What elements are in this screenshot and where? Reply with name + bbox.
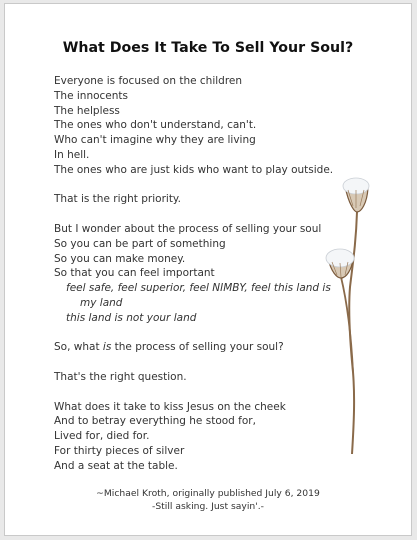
poem-line-italic: this land is not your land [66,311,197,324]
poem-line: So you can make money. [54,252,186,265]
attribution-byline: ~Michael Kroth, originally published July 6, 2019 [96,488,320,499]
poem-line: Everyone is focused on the children [54,75,243,87]
poem-line: But I wonder about the process of selling your soul [54,222,322,235]
seed-head-lower [326,249,354,278]
dried-plant-illustration [323,172,383,462]
attribution-tagline: -Still asking. Just sayin'.- [152,501,264,512]
poem-line: Lived for, died for. [54,430,150,443]
seed-head-upper [343,178,369,212]
poem-line: That's the right question. [54,370,187,383]
poem-line: What does it take to kiss Jesus on the cheek [54,400,286,413]
poem-line: For thirty pieces of silver [54,444,185,457]
poem-line: And a seat at the table. [54,459,178,472]
poem-body [54,74,354,474]
poem-line: The ones who are just kids who want to play outside. [54,163,334,176]
poem-line-part: the process of selling your soul? [111,341,284,354]
poem-line: That is the right priority. [54,193,181,206]
poem-line [54,340,354,355]
poem-line: The innocents [54,89,128,102]
poem-line: Who can't imagine why they are living [54,134,256,147]
poem-line: The ones who don't understand, can't. [54,119,257,132]
poem-line: The helpless [54,104,120,117]
poem-line-italic: my land [80,296,123,309]
poem-line: In hell. [54,148,90,161]
poem-line-part: So, what [54,341,103,354]
poem-line: So that you can feel important [54,267,215,280]
page-title: What Does It Take To Sell Your Soul? [62,40,354,56]
poem-line-italic: feel safe, feel superior, feel NIMBY, feel this land is [66,282,331,295]
poem-line: So you can be part of something [54,237,226,250]
poem-line: And to betray everything he stood for, [54,415,256,428]
document-page [4,3,412,536]
poem-emphasis: is [102,341,112,354]
